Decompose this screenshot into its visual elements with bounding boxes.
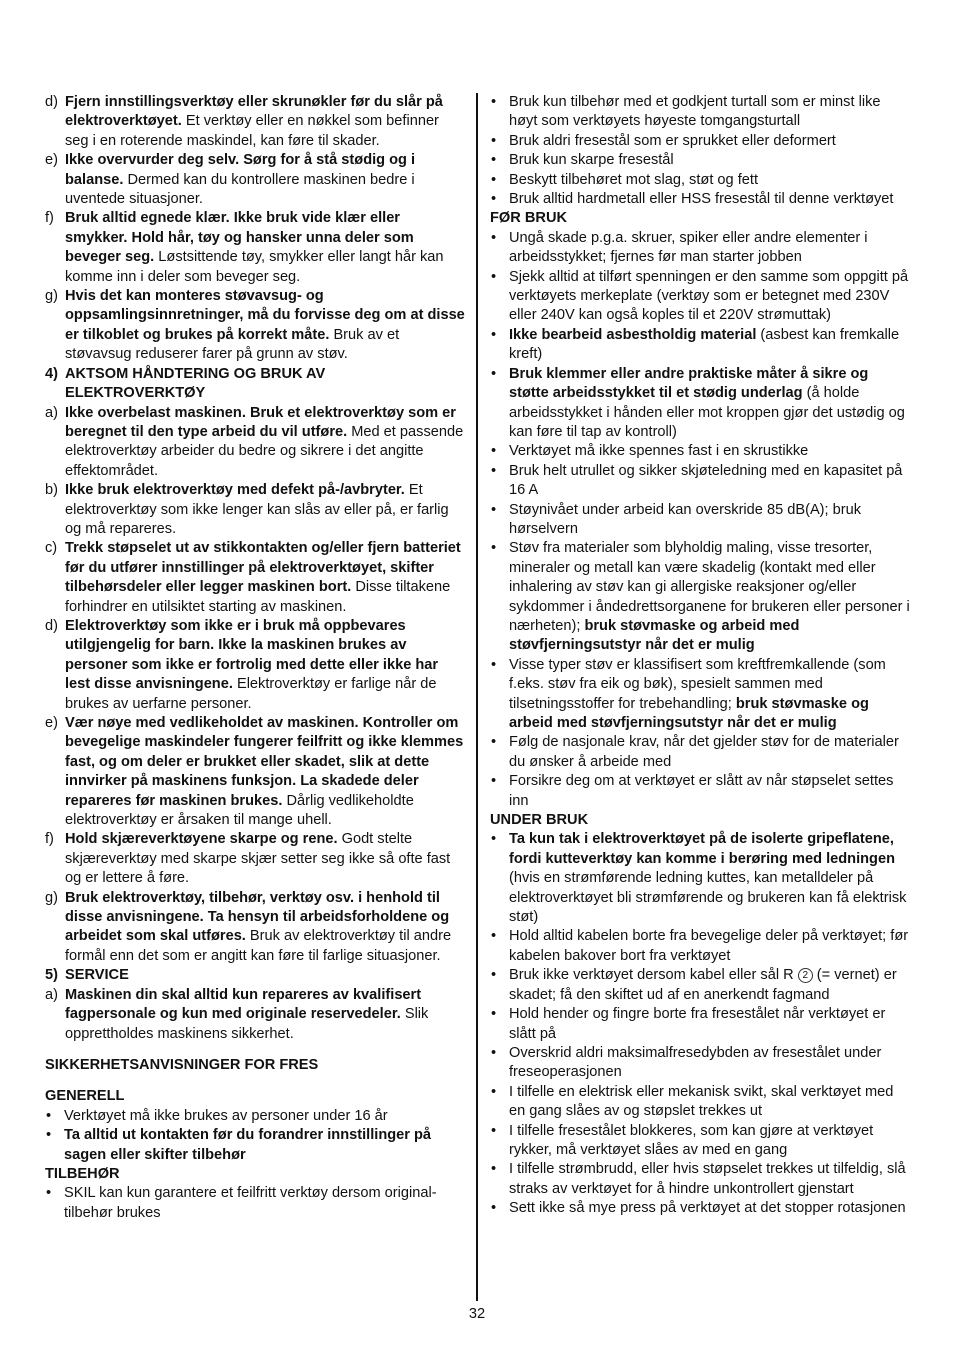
list-item: • Overskrid aldri maksimalfresedybden av fresestålet under freseoperasjonen — [491, 1044, 882, 1081]
tilbehor-heading: TILBEHØR — [45, 1165, 120, 1182]
list-item: • Sjekk alltid at tilført spenningen er den samme som oppgitt på verktøyets merkeplate (verktøy som er betegnet med 230V eller 240V kan også koples til et 220V strømuttak) — [491, 268, 909, 324]
list-item: • Hold alltid kabelen borte fra bevegelige deler på verktøyet; før kabelen bakover bort fra verktøyet — [491, 928, 909, 964]
list-item: • Støv fra materialer som blyholdig maling, visse tresorter, mineraler og metall kan være skadelig (kontakt med eller inhalering av støv kan gi allergiske reaksjoner og/eller sykdommer i åndedrettsorganene for brukeren eller personer i nærheten); bruk støvmaske og arbeid med støvfjerningsutstyr når det er mulig — [491, 540, 910, 654]
list-item: • Bruk aldri fresestål som er sprukket eller deformert — [491, 132, 836, 149]
list-item: e) Ikke overvurder deg selv. Sørg for å stå stødig og i balanse. Dermed kan du kontrollere maskinen bedre i uventede situasjoner. — [45, 152, 416, 208]
list-item: • Ta kun tak i elektroverktøyet på de isolerte gripeflatene, fordi kutteverktøy kan komme i berøring med ledningen (hvis en strømførende ledning kuttes, kan metalldeler på elektroverktøyet bli strømførende og brukeren kan få elektrisk støt) — [491, 831, 907, 926]
list-item: f) Bruk alltid egnede klær. Ikke bruk vide klær eller smykker. Hold hår, tøy og hansker unna deler som beveger seg. Løstsittende tøy, smykker eller langt hår kan komme inn i deler som beveger seg. — [45, 210, 444, 285]
list-item: d) Elektroverktøy som ikke er i bruk må oppbevares utilgjengelig for barn. Ikke la maskinen brukes av personer som ikke er fortrolig med dette eller ikke har lest disse anvisningene. Elektroverktøy er farlige når de brukes av uerfarne personer. — [45, 617, 439, 712]
list-item: b) Ikke bruk elektroverktøy med defekt på-/avbryter. Et elektroverktøy som ikke lenger kan slås av eller på, er farlig og må repareres. — [45, 482, 449, 537]
left-column — [45, 93, 465, 1223]
list-item: • Ta alltid ut kontakten før du forandrer innstillinger på sagen eller skifter tilbehør — [46, 1127, 432, 1163]
list-item: • Bruk ikke verktøyet dersom kabel eller sål R 2 (= vernet) er skadet; få den skiftet ud af en anerkendt fagmand — [491, 967, 897, 1003]
list-item: d) Fjern innstillingsverktøy eller skrunøkler før du slår på elektroverktøyet. Et verktøy eller en nøkkel som befinner seg i en roterende maskindel, kan føre til skader. — [45, 94, 443, 149]
page-number: 32 — [468, 1306, 486, 1322]
generell-heading: GENERELL — [45, 1088, 125, 1105]
list-item: e) Vær nøye med vedlikeholdet av maskinen. Kontroller om bevegelige maskindeler fungerer feilfritt og ikke klemmes fast, og om deler er brukket eller skadet, slik at dette innvirker på maskinens funksjon. La skadede deler repareres før maskinen brukes. Dårlig vedlikeholdte elektroverktøy er årsaken til mange uhell. — [45, 715, 464, 829]
list-item: • Bruk kun skarpe fresestål — [491, 152, 674, 169]
list-item: • Bruk klemmer eller andre praktiske måter å sikre og støtte arbeidsstykket til et stødig underlag (å holde arbeidsstykket i hånden eller mot kroppen gjør det ustødig og kan føre til tap av kontroll) — [491, 365, 905, 440]
list-item: • Sett ikke så mye press på verktøyet at det stopper rotasjonen — [491, 1200, 906, 1217]
column-divider — [476, 93, 478, 1301]
list-item: • Bruk alltid hardmetall eller HSS fresestål til denne verktøyet — [491, 191, 894, 208]
circled-number-2-icon: 2 — [798, 968, 813, 983]
list-item: • Følg de nasjonale krav, når det gjelder støv for de materialer du ønsker å arbeide med — [491, 734, 899, 770]
list-item: • Beskytt tilbehøret mot slag, støt og fett — [491, 171, 758, 188]
section-heading: 5) SERVICE — [45, 967, 129, 984]
list-item: • Hold hender og fingre borte fra fresestålet når verktøyet er slått på — [491, 1006, 886, 1042]
list-item: • I tilfelle en elektrisk eller mekanisk svikt, skal verktøyet med en gang slåes av og støpslet trekkes ut — [491, 1083, 894, 1120]
list-item: • I tilfelle strømbrudd, eller hvis støpselet trekkes ut tilfeldig, slå straks av verktøyet for å hindre unkontrollert gjenstart — [491, 1161, 906, 1197]
list-item: • Bruk helt utrullet og sikker skjøteledning med en kapasitet på 16 A — [491, 462, 903, 499]
list-item: • Verktøyet må ikke spennes fast i en skrustikke — [491, 443, 809, 460]
list-item: c) Trekk støpselet ut av stikkontakten og/eller fjern batteriet før du utfører innstillinger på elektroverktøyet, skifter tilbehørsdeler eller legger maskinen bort. Disse tiltakene forhindrer en utilsiktet starting av maskinen. — [45, 540, 461, 615]
list-item: • I tilfelle fresestålet blokkeres, som kan gjøre at verktøyet rykker, må verktøyet slåes av med en gang — [491, 1122, 874, 1158]
list-item: • Verktøyet må ikke brukes av personer under 16 år — [46, 1107, 388, 1124]
list-item: a) Ikke overbelast maskinen. Bruk et elektroverktøy som er beregnet til den type arbeid du vil utføre. Med et passende elektroverktøy arbeider du bedre og sikrere i det angitte effektområdet. — [45, 404, 464, 479]
section-heading: 4) AKTSOM HÅNDTERING OG BRUK AV ELEKTROVERKTØY — [45, 365, 326, 402]
for-bruk-heading: FØR BRUK — [490, 210, 568, 227]
list-item: f) Hold skjæreverktøyene skarpe og rene. Godt stelte skjæreverktøy med skarpe skjær setter seg ikke så ofte fast og er lettere å føre. — [45, 831, 451, 887]
list-item: g) Hvis det kan monteres støvavsug- og oppsamlingsinnretninger, må du forvisse deg om at disse er tilkoblet og brukes på korrekt måte. Bruk av et støvavsug reduserer farer på grunn av støv. — [45, 288, 465, 363]
list-item: • Visse typer støv er klassifisert som kreftfremkallende (som f.eks. støv fra eik og bøk), spesielt sammen med tilsetningsstoffer for trebehandling; bruk støvmaske og arbeid med støvfjerningsutstyr når det er mulig — [491, 656, 886, 731]
list-item: • Ikke bearbeid asbestholdig material (asbest kan fremkalle kreft) — [491, 326, 900, 363]
list-item: • SKIL kan kun garantere et feilfritt verktøy dersom original-tilbehør brukes — [46, 1185, 437, 1221]
fres-safety-heading: SIKKERHETSANVISNINGER FOR FRES — [45, 1056, 319, 1073]
list-item: • Ungå skade p.g.a. skruer, spiker eller andre elementer i arbeidsstykket; fjernes før man starter jobben — [491, 229, 868, 266]
right-column — [490, 93, 910, 1219]
list-item: • Forsikre deg om at verktøyet er slått av når støpselet settes inn — [491, 773, 894, 809]
list-item: g) Bruk elektroverktøy, tilbehør, verktøy osv. i henhold til disse anvisningene. Ta hensyn til arbeidsforholdene og arbeidet som skal utføres. Bruk av elektroverktøy til andre formål enn det som er angitt kan føre til farlige situasjoner. — [45, 889, 452, 964]
under-bruk-heading: UNDER BRUK — [490, 812, 589, 829]
list-item: a) Maskinen din skal alltid kun repareres av kvalifisert fagpersonale og kun med originale reservedeler. Slik opprettholdes maskinens sikkerhet. — [45, 986, 429, 1042]
list-item: • Bruk kun tilbehør med et godkjent turtall som er minst like høyt som verktøyets høyeste tomgangsturtall — [491, 94, 881, 130]
list-item: • Støynivået under arbeid kan overskride 85 dB(A); bruk hørselvern — [491, 501, 862, 537]
